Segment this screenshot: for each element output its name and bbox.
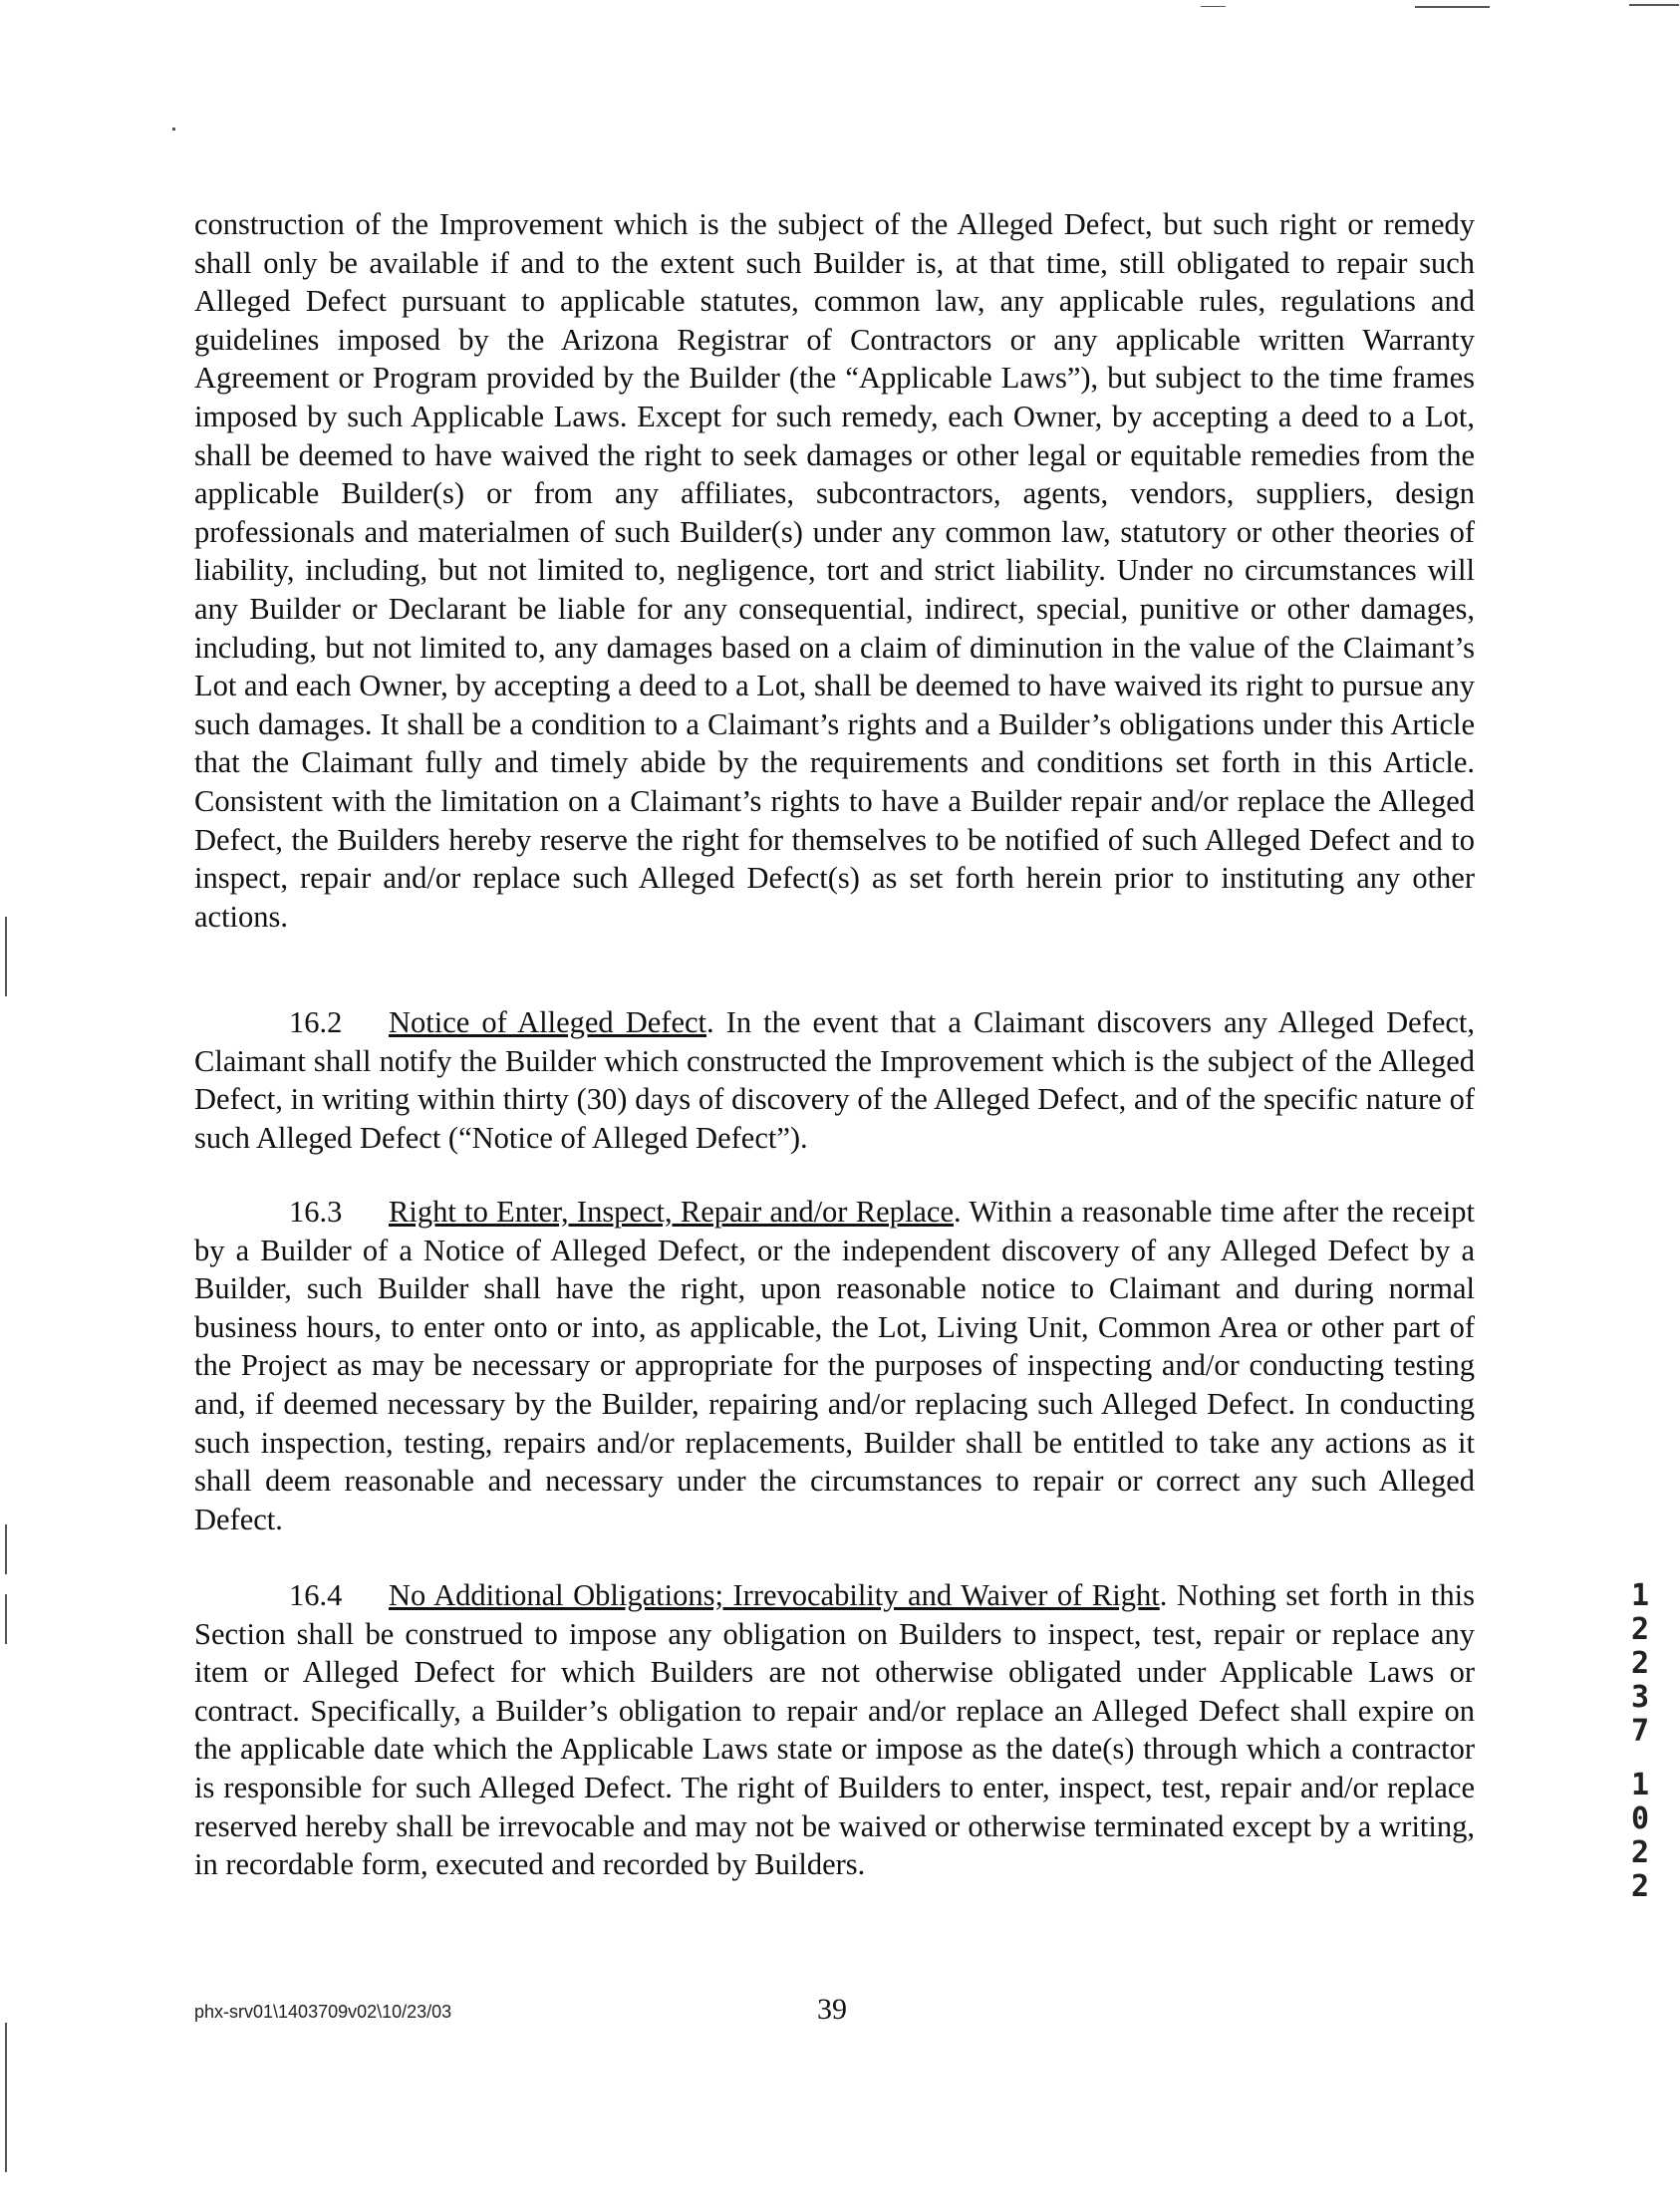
- recording-digit: 2: [1630, 1646, 1650, 1681]
- scan-mark: [172, 128, 175, 131]
- scan-mark: [5, 1594, 7, 1644]
- section-16-3: [194, 1193, 1475, 1538]
- continued-paragraph-text: construction of the Improvement which is the subject of the Alleged Defect, but such right or remedy shall only be available if and to the extent such Builder is, at that time, still obligated to repair such Alleged Defect pursuant to applicable statutes, common law, any applicable rules, regulations and guidelines imposed by the Arizona Registrar of Contractors or any applicable written Warranty Agreement or Program provided by the Builder (the “Applicable Laws”), but subject to the time frames imposed by such Applicable Laws. Except for such remedy, each Owner, by accepting a deed to a Lot, shall be deemed to have waived the right to seek damages or other legal or equitable remedies from the applicable Builder(s) or from any affiliates, subcontractors, agents, vendors, suppliers, design professionals and materialmen of such Builder(s) under any common law, statutory or other theories of liability, including, but not limited to, negligence, tort and strict liability. Under no circumstances will any Builder or Declarant be liable for any consequential, indirect, special, punitive or other damages, including, but not limited to, any damages based on a claim of diminution in the value of the Claimant’s Lot and each Owner, by accepting a deed to a Lot, shall be deemed to have waived its right to pursue any such damages. It shall be a condition to a Claimant’s rights and a Builder’s obligations under this Article that the Claimant fully and timely abide by the requirements and conditions set forth in this Article. Consistent with the limitation on a Claimant’s rights to have a Builder repair and/or replace the Alleged Defect, the Builders hereby reserve the right for themselves to be notified of such Alleged Defect and to inspect, repair and/or replace such Alleged Defect(s) as set forth herein prior to instituting any other actions.: [194, 207, 1475, 934]
- recording-digit: 2: [1630, 1835, 1650, 1870]
- scan-mark: [5, 2023, 7, 2172]
- scan-mark: [5, 1524, 7, 1574]
- section-body: . Within a reasonable time after the receipt by a Builder of a Notice of Alleged Defect, or the independent discovery of any Alleged Defect by a Builder, such Builder shall have the right, upon reasonable notice to Claimant and during normal business hours, to enter onto or into, as applicable, the Lot, Living Unit, Common Area or other part of the Project as may be necessary or appropriate for the purposes of inspecting and/or conducting testing and, if deemed necessary by the Builder, repairing and/or replacing such Alleged Defect. In conducting such inspection, testing, repairs and/or replacements, Builder shall be entitled to take any actions as it shall deem reasonable and necessary under the circumstances to repair or correct any such Alleged Defect.: [194, 1195, 1475, 1536]
- section-heading: No Additional Obligations; Irrevocability and Waiver of Right: [389, 1578, 1160, 1612]
- section-number: 16.4: [289, 1578, 343, 1612]
- section-number: 16.3: [289, 1195, 343, 1229]
- recording-digit: 0: [1630, 1801, 1650, 1836]
- section-16-2: [194, 1003, 1475, 1157]
- recording-number-part1: [1624, 1579, 1656, 1749]
- scan-mark: [5, 917, 7, 996]
- recording-number-part2: [1624, 1769, 1656, 1904]
- recording-digit: 1: [1630, 1578, 1650, 1613]
- section-16-4-paragraph: [194, 1576, 1475, 1884]
- section-16-4: [194, 1576, 1475, 1884]
- recording-digit: 2: [1630, 1612, 1650, 1647]
- section-number: 16.2: [289, 1005, 343, 1039]
- page-number: 39: [817, 1993, 847, 2026]
- recording-digit: 2: [1630, 1869, 1650, 1904]
- scan-mark: [1415, 6, 1490, 8]
- section-heading: Notice of Alleged Defect: [389, 1005, 707, 1039]
- footer-document-id: phx-srv01\1403709v02\10/23/03: [194, 2002, 452, 2022]
- section-16-2-paragraph: [194, 1003, 1475, 1157]
- recording-digit: 7: [1630, 1714, 1650, 1749]
- continued-paragraph: [194, 205, 1475, 936]
- recording-digit: 1: [1630, 1768, 1650, 1802]
- section-body: . Nothing set forth in this Section shall be construed to impose any obligation on Builders to inspect, test, repair or replace any item or Alleged Defect for which Builders are not otherwise obligated under Applicable Laws or contract. Specifically, a Builder’s obligation to repair and/or replace an Alleged Defect shall expire on the applicable date which the Applicable Laws state or impose as the date(s) through which a contractor is responsible for such Alleged Defect. The right of Builders to enter, inspect, test, repair and/or replace reserved hereby shall be irrevocable and may not be waived or otherwise terminated except by a writing, in recordable form, executed and recorded by Builders.: [194, 1578, 1475, 1882]
- scan-mark: [1629, 4, 1679, 6]
- section-body: . In the event that a Claimant discovers any Alleged Defect, Claimant shall notify the Builder which constructed the Improvement which is the subject of the Alleged Defect, in writing within thirty (30) days of discovery of the Alleged Defect, and of the specific nature of such Alleged Defect (“Notice of Alleged Defect”).: [194, 1005, 1475, 1155]
- recording-digit: 3: [1630, 1680, 1650, 1715]
- section-16-3-paragraph: [194, 1193, 1475, 1538]
- section-heading: Right to Enter, Inspect, Repair and/or Replace: [389, 1195, 954, 1229]
- scan-mark: [1201, 6, 1226, 7]
